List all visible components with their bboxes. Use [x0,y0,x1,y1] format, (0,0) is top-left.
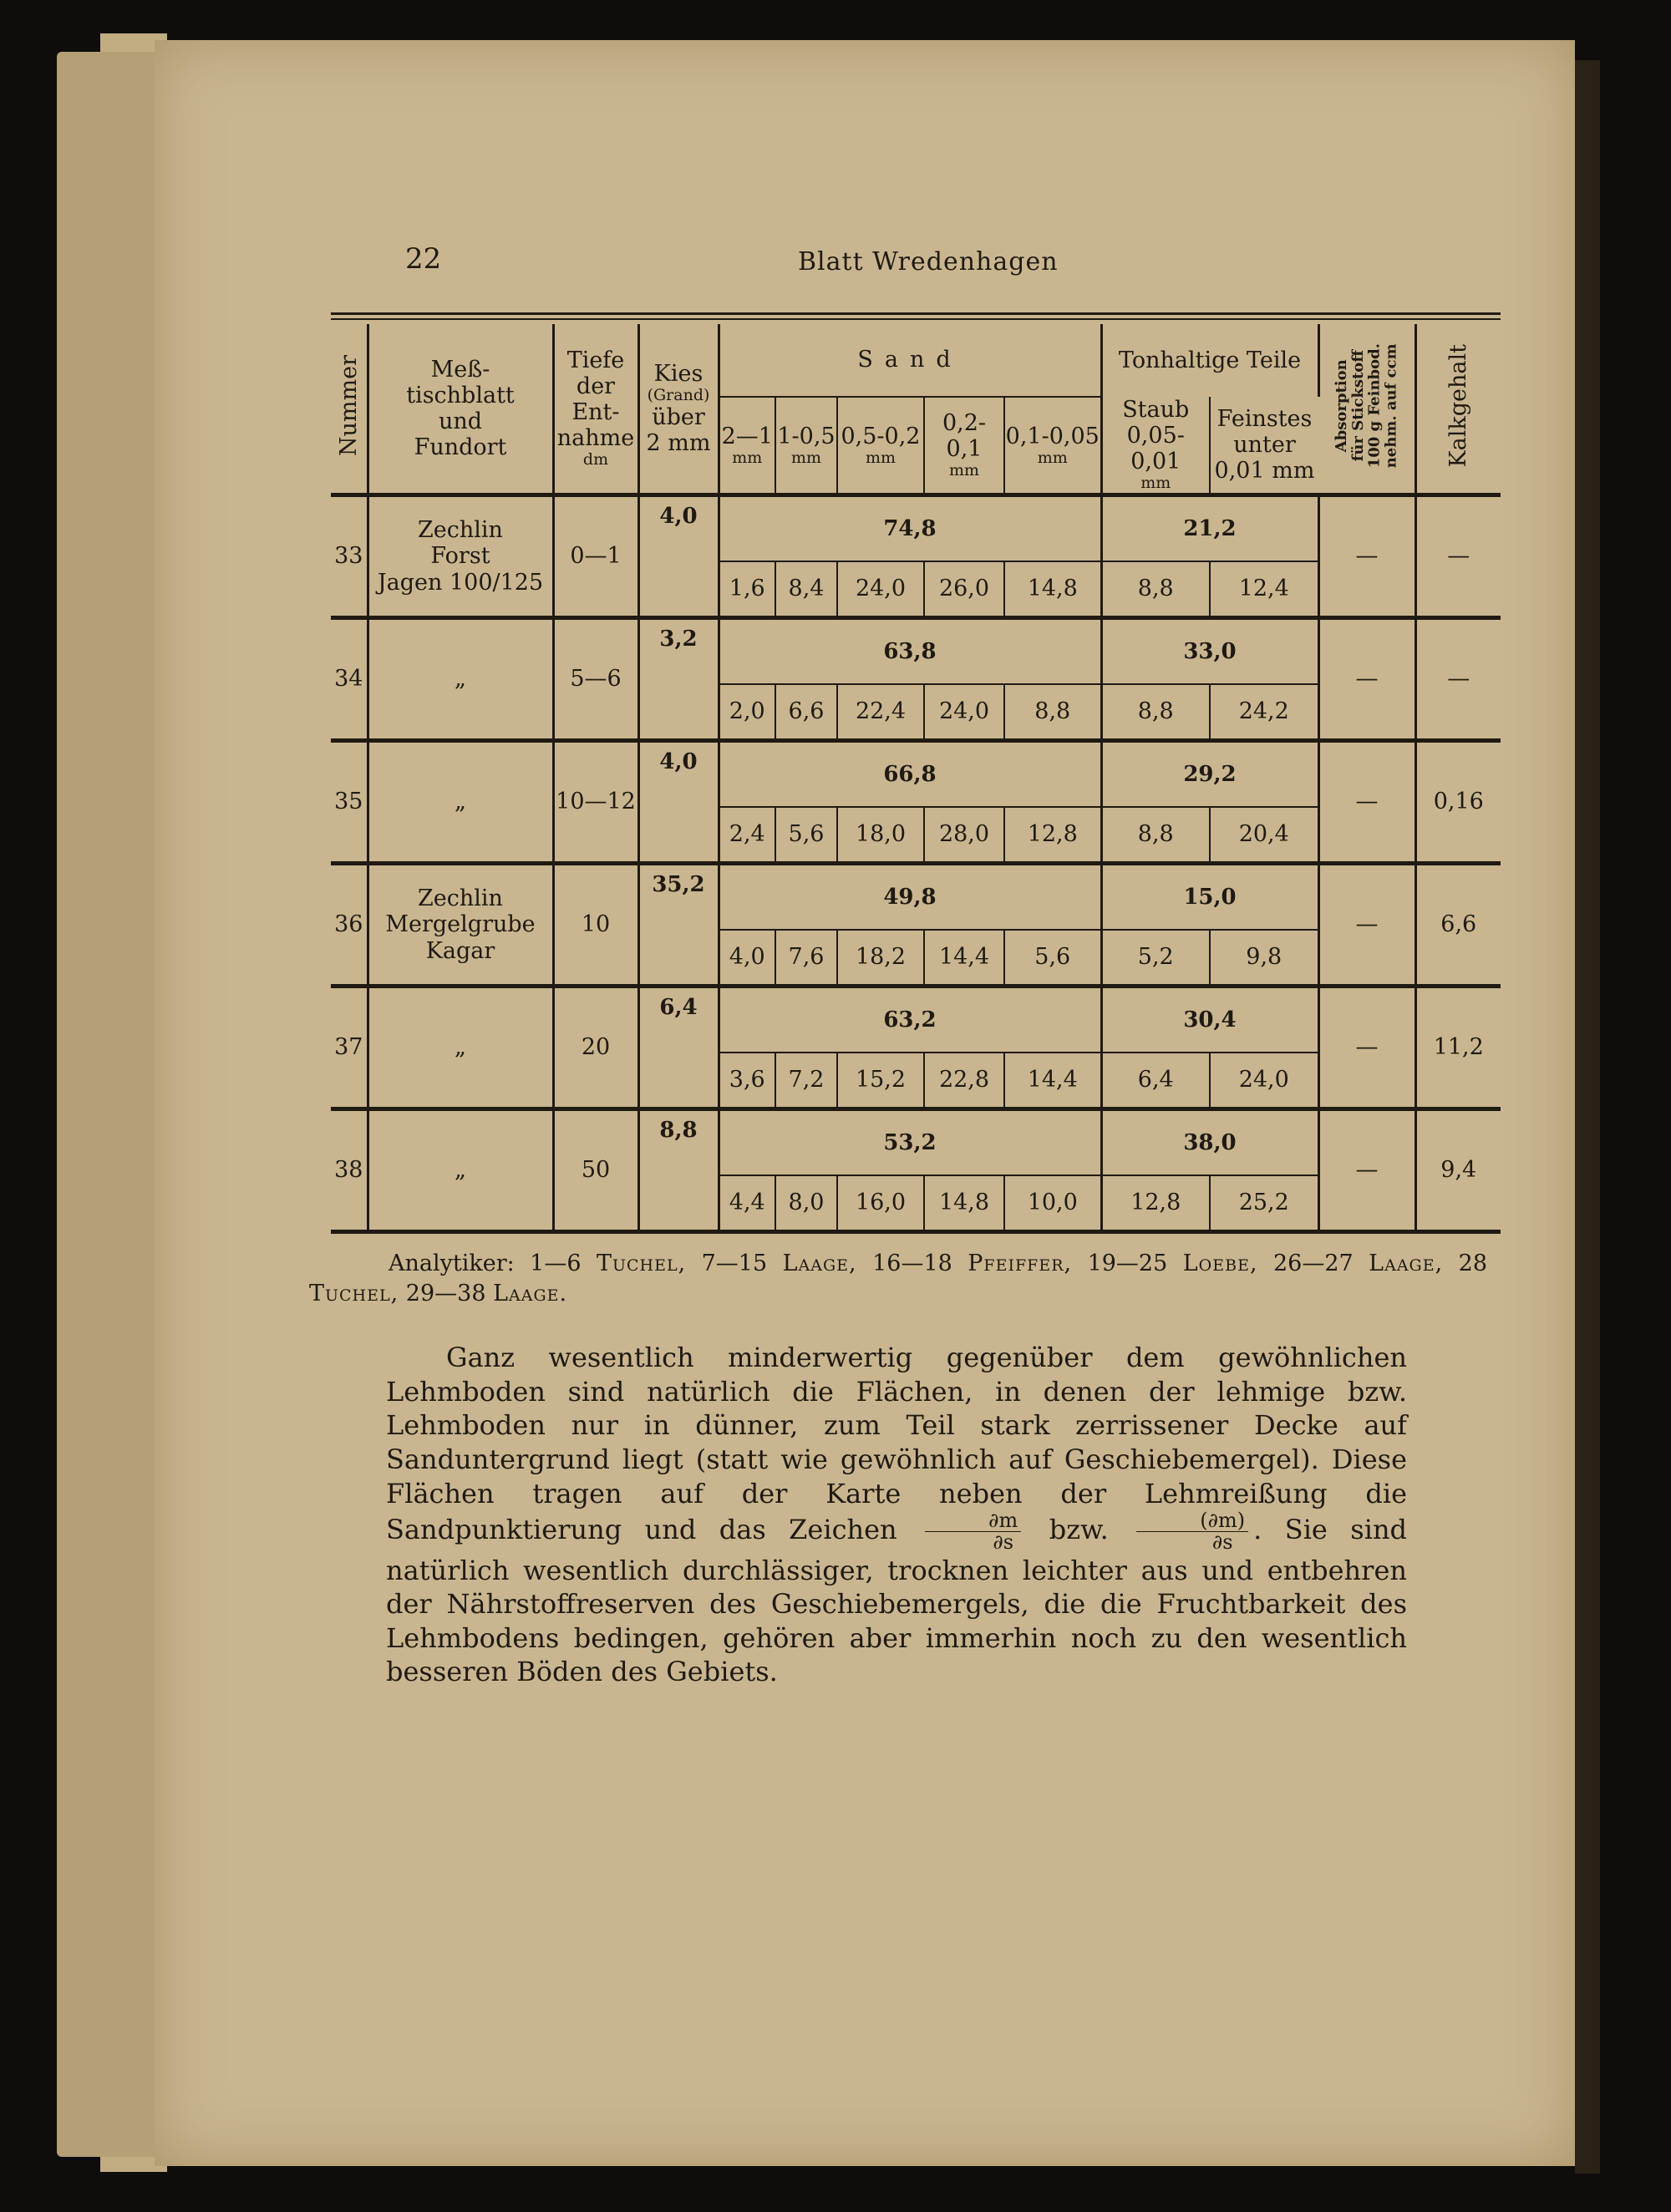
header-feinstes: Feinstes unter 0,01 mm [1210,397,1318,495]
cell-sand-total: 74,8 [719,495,1101,561]
header-sand-col: 1-0,5 mm [775,397,837,495]
cell-kies: 4,0 [638,740,719,863]
cell-kies: 8,8 [638,1109,719,1231]
cell-nummer: 36 [331,863,368,986]
table-body [331,495,1501,1231]
cell-kies: 4,0 [638,495,719,617]
cell-sand-fraction: 14,8 [1004,561,1101,618]
cell-sand-fraction: 14,4 [924,930,1004,987]
cell-absorption: — [1318,617,1415,740]
header-messtischblatt: Meß- tischblatt und Fundort [368,324,553,495]
cell-sand-fraction: 28,0 [924,807,1004,864]
cell-absorption: — [1318,740,1415,863]
cell-ton-total: 29,2 [1101,740,1318,807]
table-row [331,740,1501,807]
cell-sand-fraction: 7,6 [775,930,837,987]
cell-tiefe: 5—6 [553,617,638,740]
cell-fundort: „ [368,617,553,740]
cell-sand-fraction: 1,6 [719,561,775,618]
page-stack-edge-outer [57,52,157,2157]
cell-feinstes: 24,2 [1210,684,1318,741]
cell-sand-fraction: 24,0 [837,561,924,618]
cell-sand-fraction: 18,2 [837,930,924,987]
table-row [331,1109,1501,1175]
cell-fundort: Zechlin Mergelgrube Kagar [368,863,553,986]
header-sand-col: 0,5-0,2 mm [837,397,924,495]
header-sand: Sand [719,324,1101,397]
header-kies: Kies (Grand) über 2 mm [638,324,719,495]
cell-nummer: 37 [331,986,368,1109]
cell-staub: 5,2 [1101,930,1210,987]
cell-sand-fraction: 5,6 [1004,930,1101,987]
header-nummer: Nummer [331,324,368,495]
cell-sand-fraction: 8,4 [775,561,837,618]
cell-nummer: 34 [331,617,368,740]
cell-kies: 35,2 [638,863,719,986]
cell-sand-total: 66,8 [719,740,1101,807]
cell-staub: 8,8 [1101,807,1210,864]
cell-sand-total: 63,8 [719,617,1101,684]
cell-kalkgehalt: — [1415,495,1501,617]
cell-ton-total: 30,4 [1101,986,1318,1053]
cell-tiefe: 20 [553,986,638,1109]
table-row [331,495,1501,561]
cell-sand-fraction: 3,6 [719,1053,775,1109]
cell-sand-fraction: 22,8 [924,1053,1004,1109]
cell-nummer: 33 [331,495,368,617]
cell-sand-fraction: 6,6 [775,684,837,741]
cell-sand-fraction: 10,0 [1004,1175,1101,1232]
table-row [331,617,1501,684]
analytiker-note: Analytiker: 1—6 Tuchel, 7—15 Laage, 16—18 Pfeiffer, 19—25 Loebe, 26—27 Laage, 28 Tuchel, 29—38 Laage. [309,1251,1487,1306]
header-staub: Staub 0,05-0,01 mm [1101,397,1210,495]
cell-sand-fraction: 26,0 [924,561,1004,618]
cell-sand-fraction: 4,4 [719,1175,775,1232]
cell-fundort: „ [368,986,553,1109]
cell-feinstes: 9,8 [1210,930,1318,987]
body-paragraph: Ganz wesentlich minderwertig gegenüber dem gewöhnlichen Lehmboden sind natürlich die Flächen, in denen der lehmige bzw. Lehmboden nur in dünner, zum Teil stark zerrissener Decke auf Sanduntergrund liegt (statt wie gewöhnlich auf Geschiebemergel). Diese Flächen tragen auf der Karte neben der Lehmreißung die Sandpunktierung und das Zeichen $\frac{\partial m}{\partial s}$ bzw. $\frac{(\partial m)}{\partial s}$ . Sie sind natürlich wesentlich durchlässiger, trocknen leichter aus und entbehren der Nährstoffreserven des Geschiebemergels, die die Fruchtbarkeit des Lehmbodens bedingen, gehören aber immerhin noch zu den wesentlich besseren Böden des Gebiets. [386,1342,1408,1688]
cell-tiefe: 50 [553,1109,638,1231]
table-row [331,863,1501,930]
cell-ton-total: 33,0 [1101,617,1318,684]
cell-kalkgehalt: 0,16 [1415,740,1501,863]
cell-sand-total: 53,2 [719,1109,1101,1175]
cell-tiefe: 0—1 [553,495,638,617]
cell-sand-fraction: 2,0 [719,684,775,741]
cell-absorption: — [1318,986,1415,1109]
cell-kalkgehalt: 9,4 [1415,1109,1501,1231]
cell-sand-total: 49,8 [719,863,1101,930]
cell-sand-fraction: 12,8 [1004,807,1101,864]
cell-ton-total: 38,0 [1101,1109,1318,1175]
cell-sand-fraction: 5,6 [775,807,837,864]
cell-sand-fraction: 2,4 [719,807,775,864]
header-sand-col: 2—1 mm [719,397,775,495]
cell-fundort: „ [368,740,553,863]
cell-sand-fraction: 22,4 [837,684,924,741]
cell-sand-total: 63,2 [719,986,1101,1053]
header-kalkgehalt: Kalkgehalt [1415,324,1501,495]
book-gutter [1575,60,1600,2174]
cell-kies: 6,4 [638,986,719,1109]
fraction-dm-ds-bracketed: $\frac{(\partial m)}{\partial s}$ [1136,1510,1248,1553]
cell-ton-total: 15,0 [1101,863,1318,930]
table-row [331,986,1501,1053]
cell-staub: 6,4 [1101,1053,1210,1109]
running-head: Blatt Wredenhagen [798,247,1059,276]
cell-fundort: Zechlin Forst Jagen 100/125 [368,495,553,617]
fraction-dm-ds: $\frac{\partial m}{\partial s}$ [925,1510,1021,1553]
cell-absorption: — [1318,1109,1415,1231]
cell-sand-fraction: 14,4 [1004,1053,1101,1109]
table-top-rule [331,312,1501,320]
cell-kalkgehalt: 11,2 [1415,986,1501,1109]
cell-sand-fraction: 16,0 [837,1175,924,1232]
cell-nummer: 35 [331,740,368,863]
cell-sand-fraction: 8,0 [775,1175,837,1232]
cell-fundort: „ [368,1109,553,1231]
cell-ton-total: 21,2 [1101,495,1318,561]
cell-absorption: — [1318,495,1415,617]
cell-feinstes: 25,2 [1210,1175,1318,1232]
header-tonhaltige-teile: Tonhaltige Teile [1101,324,1318,397]
cell-kies: 3,2 [638,617,719,740]
cell-staub: 8,8 [1101,684,1210,741]
cell-nummer: 38 [331,1109,368,1231]
cell-sand-fraction: 24,0 [924,684,1004,741]
header-absorption: Absorption für Stickstoff 100 g Feinbod. nehm. auf ccm [1318,324,1415,495]
header-tiefe: Tiefe der Ent- nahme dm [553,324,638,495]
cell-tiefe: 10—12 [553,740,638,863]
cell-sand-fraction: 18,0 [837,807,924,864]
cell-sand-fraction: 14,8 [924,1175,1004,1232]
cell-sand-fraction: 8,8 [1004,684,1101,741]
soil-analysis-table [331,324,1501,1234]
header-sand-col: 0,2-0,1 mm [924,397,1004,495]
cell-kalkgehalt: 6,6 [1415,863,1501,986]
cell-sand-fraction: 15,2 [837,1053,924,1109]
page-number: 22 [405,242,442,276]
cell-sand-fraction: 7,2 [775,1053,837,1109]
cell-feinstes: 24,0 [1210,1053,1318,1109]
cell-feinstes: 20,4 [1210,807,1318,864]
cell-sand-fraction: 4,0 [719,930,775,987]
cell-tiefe: 10 [553,863,638,986]
cell-staub: 8,8 [1101,561,1210,618]
cell-staub: 12,8 [1101,1175,1210,1232]
cell-kalkgehalt: — [1415,617,1501,740]
cell-feinstes: 12,4 [1210,561,1318,618]
cell-absorption: — [1318,863,1415,986]
header-sand-col: 0,1-0,05 mm [1004,397,1101,495]
